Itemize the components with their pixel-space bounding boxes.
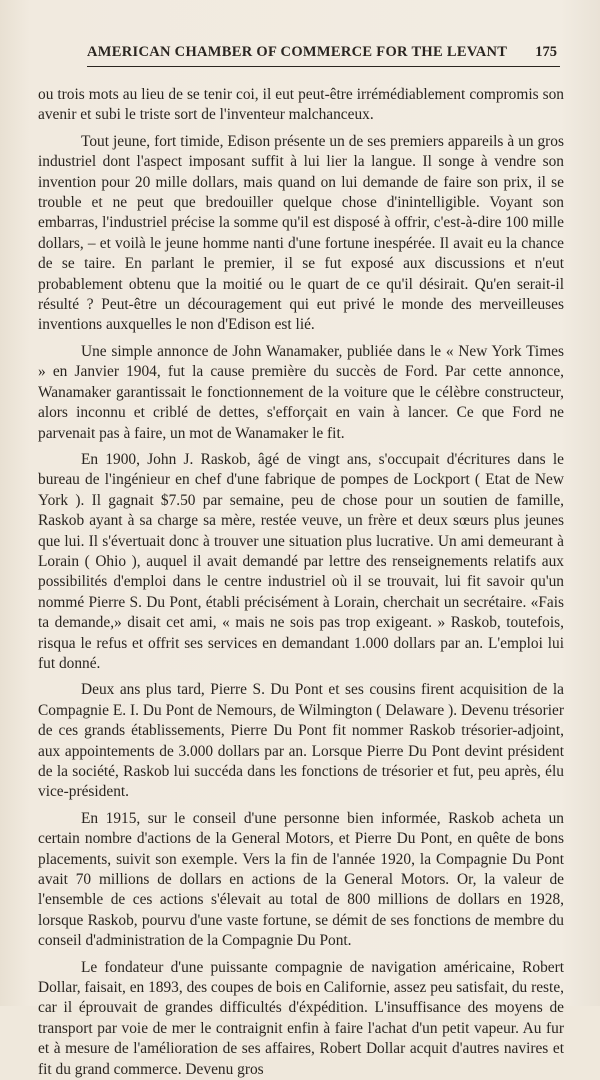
header-title: AMERICAN CHAMBER OF COMMERCE FOR THE LEVANT xyxy=(87,44,508,60)
page-number: 175 xyxy=(535,44,557,60)
paragraph-robert-dollar: Le fondateur d'une puissante compagnie de navigation américaine, Robert Dollar, faisait, en 1893, des coupes de bois en Californie, assez peu satisfait, du reste, car il éprouvait de grandes difficultés d'éxpédition. L'insuffisance des moyens de transport par voie de mer le contraignit enfin à faire l'achat d'un petit vapeur. Au fur et à mesure de l'amélioration de ses affaires, Robert Dollar acquit d'autres navires et fit du grand commerce. Devenu gros xyxy=(38,958,564,1078)
paragraph-continuation: ou trois mots au lieu de se tenir coi, il eut peut-être irrémédiablement compromis son avenir et subi le triste sort de l'inventeur malchanceux. xyxy=(38,86,564,124)
running-header xyxy=(87,42,560,67)
paragraph-wanamaker: Une simple annonce de John Wanamaker, publiée dans le « New York Times » en Janvier 1904, fut la cause première du succès de Ford. Par cette annonce, Wanamaker garantissait le fonctionnement de la voiture que le célèbre constructeur, alors inconnu et criblé de dettes, s'efforçait en vain à lancer. Ce que Ford ne parvenait pas à faire, un mot de Wanamaker le fit. xyxy=(38,342,564,442)
paragraph-raskob-1900: En 1900, John J. Raskob, âgé de vingt ans, s'occupait d'écritures dans le bureau de l'ingénieur en chef d'une fabrique de pompes de Lockport ( Etat de New York ). Il gagnait $7.50 par semaine, peu de chose pour un soutien de famille, Raskob ayant à sa charge sa mère, restée veuve, un frère et deux sœurs plus jeunes que lui. Il s'évertuait donc à trouver une situation plus lucrative. Un ami demeurant à Lorain ( Ohio ), auquel il avait demandé par lettre des renseignements relatifs aux possibilités d'emploi dans le centre industriel où il se trouvait, lui fit savoir qu'un nommé Pierre S. Du Pont, établi précisément à Lorain, cherchait un secrétaire. «Fais ta demande,» disait cet ami, « mais ne sois pas trop exigeant. » Raskob, toutefois, risqua le refus et offrit ses services en demandant 1.000 dollars par an. L'emploi lui fut donné. xyxy=(38,450,564,672)
paragraph-du-pont: Deux ans plus tard, Pierre S. Du Pont et ses cousins firent acquisition de la Compagnie E. I. Du Pont de Nemours, de Wilmington ( Delaware ). Devenu trésorier de ces grands établissements, Pierre Du Pont fit nommer Raskob trésorier-adjoint, aux appointements de 3.000 dollars par an. Lorsque Pierre Du Pont devint président de la société, Raskob lui succéda dans les fonctions de trésorier et fut, peu après, élu vice-président. xyxy=(38,681,564,801)
body-text xyxy=(38,85,564,1080)
paragraph-general-motors: En 1915, sur le conseil d'une personne bien informée, Raskob acheta un certain nombre d'actions de la General Motors, et Pierre Du Pont, en quête de bons placements, suivit son exemple. Vers la fin de l'année 1920, la Compagnie Du Pont avait 70 millions de dollars en actions de la General Motors. Or, la valeur de l'ensemble de ces actions s'élevait au total de 800 millions de dollars en 1928, lorsque Raskob, pourvu d'une vaste fortune, se démit de ses fonctions de membre du conseil d'administration de la Compagnie Du Pont. xyxy=(38,809,564,950)
paragraph-edison: Tout jeune, fort timide, Edison présente un de ses premiers appareils à un gros industriel dont l'aspect imposant suffit à lui lier la langue. Il songe à vendre son invention pour 20 mille dollars, mais quand on lui demande de faire son prix, il se trouble et ne peut que bredouiller quelque chose d'inintelligible. Voyant son embarras, l'industriel précise la somme qu'il est disposé à offrir, c'est-à-dire 100 mille dollars, – et voilà le jeune homme nanti d'une fortune inespérée. Il avait eu la chance de se taire. En parlant le premier, il se fut exposé aux discussions et n'eut probablement obtenu que la moitié ou le quart de ce qu'il désirait. Qu'en serait-il résulté ? Peut-être un découragement qui eut privé le monde des merveilleuses inventions auxquelles le non d'Edison est lié. xyxy=(38,132,564,334)
